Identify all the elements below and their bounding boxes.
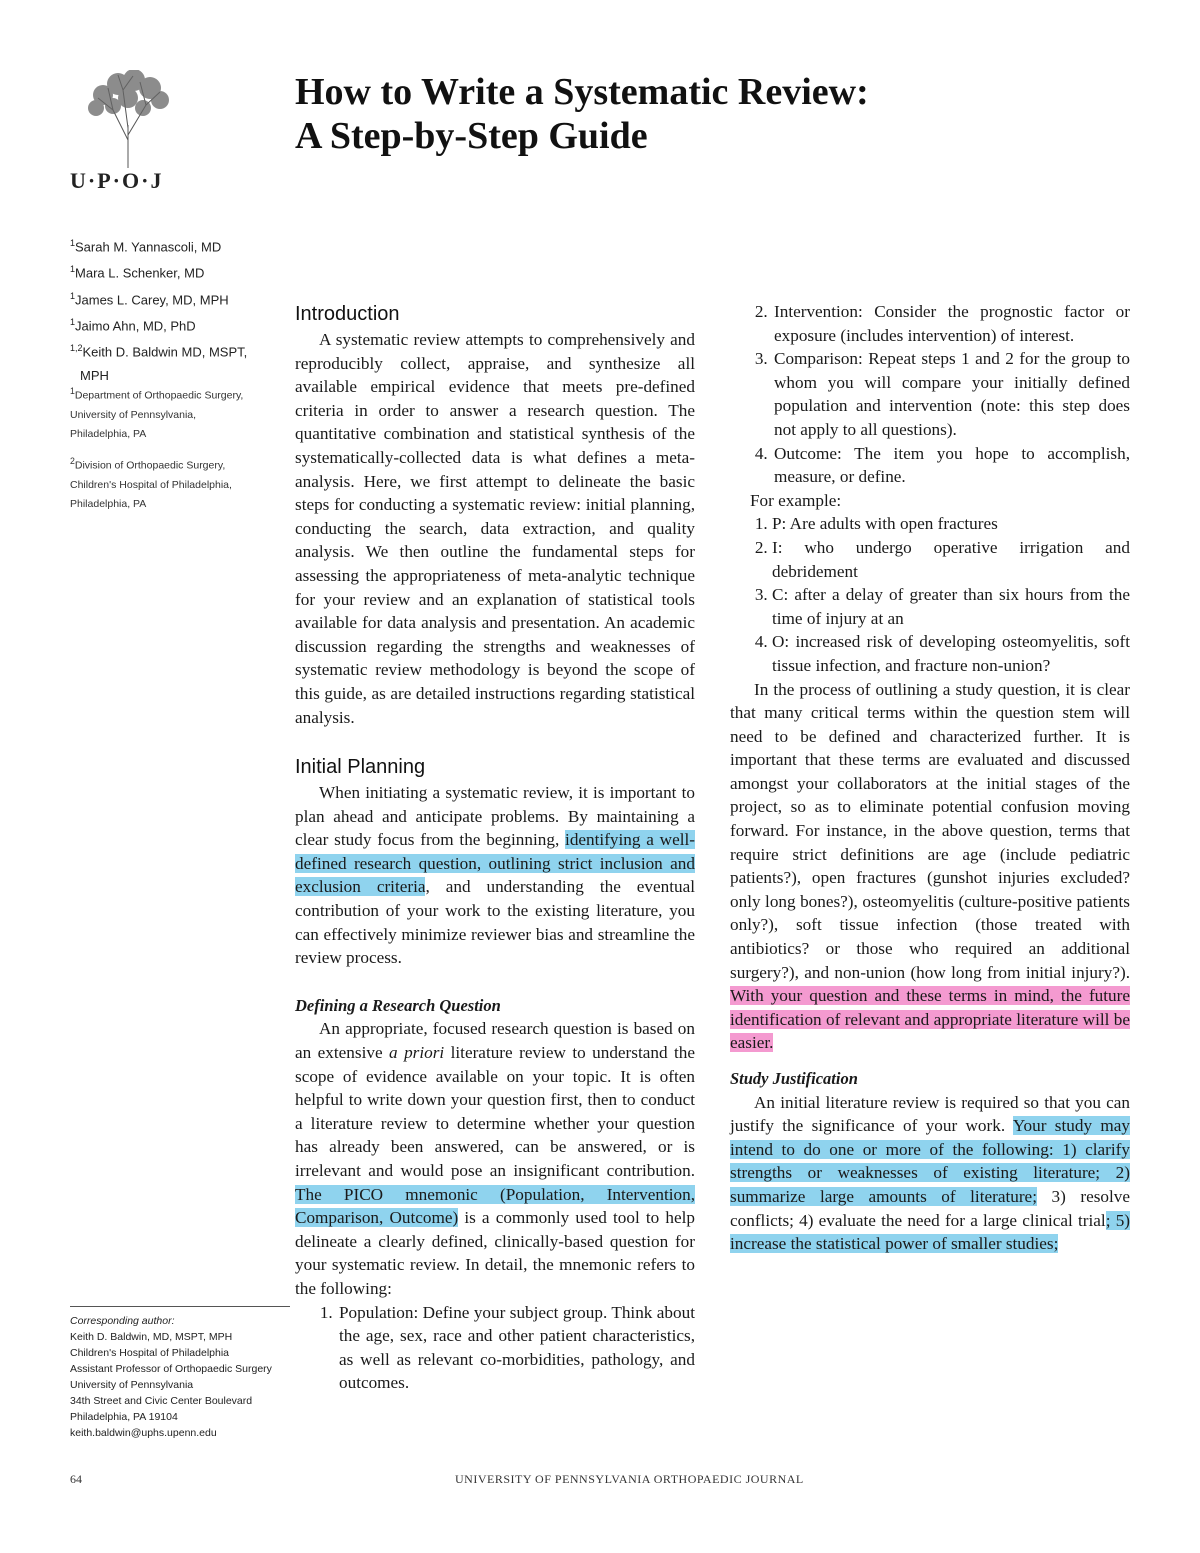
intro-paragraph: A systematic review attempts to comprehensively and reproducibly collect, appraise, and synthesize all available empirical evidence that meets pre-defined criteria in order to answer a research question. The quantitative combination and statistical synthesis of the systematically-collected data is what defines a meta-analysis. Here, we first attempt to delineate the basic steps for conducting a systematic review: initial planning, conducting the search, data extraction, and quality analysis. We then outline the fundamental steps for assessing the appropriateness of meta-analytic technique for your review and an explanation of statistical tools available for data analysis and presentation. An academic discussion regarding the strengths and weaknesses of systematic review methodology is beyond the scope of this guide, as are detailed instructions regarding statistical analysis.: [295, 330, 695, 727]
journal-logo-text: U·P·O·J: [70, 168, 164, 193]
example-item: 1. P: Are adults with open fractures: [772, 512, 1130, 536]
author-list: [70, 232, 275, 387]
justification-paragraph: An initial literature review is required so that you can justify the significance of your work. Your study may intend to do one or more of the following: 1) clarify strengths or weaknesses of existing literature; 2) summarize large amounts of literature; 3) resolve conflicts; 4) evaluate the need for a large clinical trial; 5) increase the statistical power of smaller studies;: [730, 1092, 1131, 1254]
subheading-study-justification: Study Justification: [730, 1069, 858, 1088]
planning-paragraph: When initiating a systematic review, it is important to plan ahead and anticipate problems. By maintaining a clear study focus from the beginning, identifying a well-defined research question, outlining strict inclusion and exclusion criteria, and understanding the eventual contribution of your work to the existing literature, you can effectively minimize reviewer bias and streamline the review process.: [295, 783, 695, 968]
highlight-pink: With your question and these terms in mind, the future identification of relevant and appropriate literature will be easier.: [730, 986, 1130, 1053]
page-number: 64: [70, 1472, 82, 1486]
column-middle: [295, 300, 695, 1395]
example-label: For example:: [750, 490, 842, 510]
pico-item: 1. Population: Define your subject group. Think about the age, sex, race and other patient characteristics, as well as relevant co-morbidities, pathology, and outcomes.: [337, 1301, 695, 1395]
corresponding-label: Corresponding author:: [70, 1315, 175, 1327]
process-paragraph: In the process of outlining a study question, it is clear that many critical terms within the question stem will need to be defined and characterized further. It is important that these terms are evaluated and discussed amongst your collaborators at the initial stages of the project, so as to eliminate potential confusion moving forward. For instance, in the above question, terms that require strict definitions are age (include pediatric patients?), open fractures (gunshot injuries excluded? only long bones?), osteomyelitis (culture-positive patients only?), soft tissue infection (those treated with antibiotics? or those who required an additional surgery?), and non-union (how long from initial injury?). With your question and these terms in mind, the future identification of relevant and appropriate literature will be easier.: [730, 679, 1130, 1053]
article-title: [295, 70, 1155, 158]
example-item: 4. O: increased risk of developing osteomyelitis, soft tissue infection, and fracture non-union?: [772, 630, 1130, 677]
affiliation: $^2$Division of Orthopaedic Surgery, Children's Hospital of Philadelphia, Philadelphia, PA: [70, 456, 232, 510]
example-list: [730, 512, 1130, 677]
highlight-blue: The PICO mnemonic (Population, Intervention, Comparison, Outcome): [295, 1184, 695, 1228]
highlight-blue: Your study may intend to do one or more of the following: 1) clarify strengths or weaknesses of existing literature; 2) summarize large amounts of literature;: [730, 1116, 1130, 1206]
corresponding-email[interactable]: keith.baldwin@uphs.upenn.edu: [70, 1427, 217, 1439]
pico-item: 2. Intervention: Consider the prognostic factor or exposure (includes intervention) of interest.: [772, 300, 1130, 347]
tree-logo-icon: [78, 70, 178, 170]
example-item: 2. I: who undergo operative irrigation and debridement: [772, 536, 1130, 583]
author: $^1$Sarah M. Yannascoli, MD: [70, 238, 222, 255]
pico-list-continued: [730, 300, 1130, 489]
affiliation: $^1$Department of Orthopaedic Surgery, University of Pennsylvania, Philadelphia, PA: [70, 386, 244, 440]
corresponding-author: Corresponding author: Keith D. Baldwin, MD, MSPT, MPH Children's Hospital of Philadelphia Assistant Professor of Orthopaedic Surgery University of Pennsylvania 34th Street and Civic Center Boulevard Philadelphia, PA 19104 keith.baldwin@uphs.upenn.edu: [70, 1306, 290, 1441]
highlight-blue: identifying a well-defined research question, outlining strict inclusion and exclusion criteria: [295, 830, 695, 897]
pico-item: 3. Comparison: Repeat steps 1 and 2 for the group to whom you will compare your initially defined population and intervention (note: this step does not apply to all questions).: [772, 347, 1130, 441]
subheading-defining-question: Defining a Research Question: [295, 995, 501, 1015]
journal-footer: UNIVERSITY OF PENNSYLVANIA ORTHOPAEDIC JOURNAL: [455, 1472, 804, 1486]
section-heading-introduction: Introduction: [295, 303, 400, 325]
section-heading-initial-planning: Initial Planning: [295, 756, 426, 779]
author: $^{1,2}$Keith D. Baldwin MD, MSPT,: [70, 343, 248, 360]
title-line-2: A Step-by-Step Guide: [295, 115, 648, 157]
pico-item: 4. Outcome: The item you hope to accomplish, measure, or define.: [772, 442, 1130, 489]
author: $^1$Mara L. Schenker, MD: [70, 264, 205, 281]
pico-list: [295, 1301, 695, 1395]
author-continued: MPH: [80, 367, 109, 383]
defining-paragraph: An appropriate, focused research question is based on an extensive a priori literature review to understand the scope of evidence available on your topic. It is often helpful to write down your question first, then to conduct a literature review to determine whether your question has already been answered, can be answered, or is irrelevant and would pose an insignificant contribution. The PICO mnemonic (Population, Intervention, Comparison, Outcome) is a commonly used tool to help delineate a clearly defined, clinically-based question for your systematic review. In detail, the mnemonic refers to the following:: [295, 1019, 695, 1298]
author: $^1$James L. Carey, MD, MPH: [70, 290, 229, 307]
column-right: [730, 300, 1130, 1256]
highlight-blue: ; 5) increase the statistical power of smaller studies;: [730, 1210, 1131, 1254]
example-item: 3. C: after a delay of greater than six hours from the time of injury at an: [772, 583, 1130, 630]
author: $^1$Jaimo Ahn, MD, PhD: [70, 316, 196, 334]
title-line-1: How to Write a Systematic Review:: [295, 71, 869, 113]
